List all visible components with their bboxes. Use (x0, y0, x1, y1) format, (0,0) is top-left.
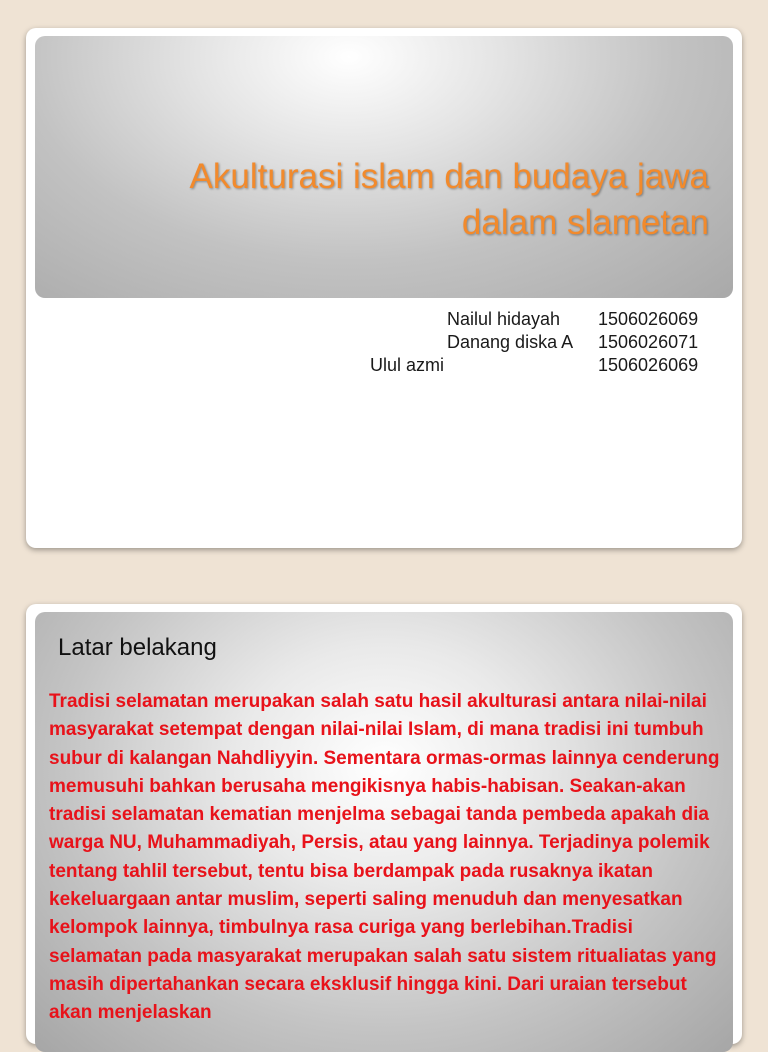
author-name: Ulul azmi (370, 355, 445, 375)
author-row (26, 308, 742, 331)
author-list (26, 308, 742, 377)
title-banner (35, 36, 733, 298)
author-nim: 1506026071 (598, 332, 699, 352)
author-row (26, 331, 742, 354)
author-nim: 1506026069 (598, 309, 699, 329)
author-name: Nailul hidayah (447, 309, 561, 329)
title-slide[interactable] (26, 28, 742, 548)
presentation-title: Akulturasi islam dan budaya jawa dalam slametan (189, 157, 709, 242)
author-row (26, 354, 742, 377)
author-nim: 1506026069 (598, 355, 699, 375)
slide-heading: Latar belakang (58, 634, 217, 661)
content-panel (35, 612, 733, 1052)
background-slide[interactable] (26, 604, 742, 1044)
slide-body-text: Tradisi selamatan merupakan salah satu hasil akulturasi antara nilai-nilai masyarakat setempat dengan nilai-nilai Islam, di mana tradisi ini tumbuh subur di kalangan Nahdliyyin. Sementara ormas-ormas lainnya cenderung memusuhi bahkan berusaha mengikisnya habis-habisan. Seakan-akan tradisi selamatan kematian menjelma sebagai tanda pembeda apakah dia warga NU, Muhammadiyah, Persis, atau yang lainnya. Terjadinya polemik tentang tahlil tersebut, tentu bisa berdampak pada rusaknya ikatan kekeluargaan antar muslim, seperti saling menuduh dan menyesatkan kelompok lainnya, timbulnya rasa curiga yang berlebihan.Tradisi selamatan pada masyarakat merupakan salah satu sistem ritualiatas yang masih dipertahankan secara eksklusif hingga kini. Dari uraian tersebut akan menjelaskan (49, 691, 720, 1024)
author-name: Danang diska A (447, 332, 574, 352)
